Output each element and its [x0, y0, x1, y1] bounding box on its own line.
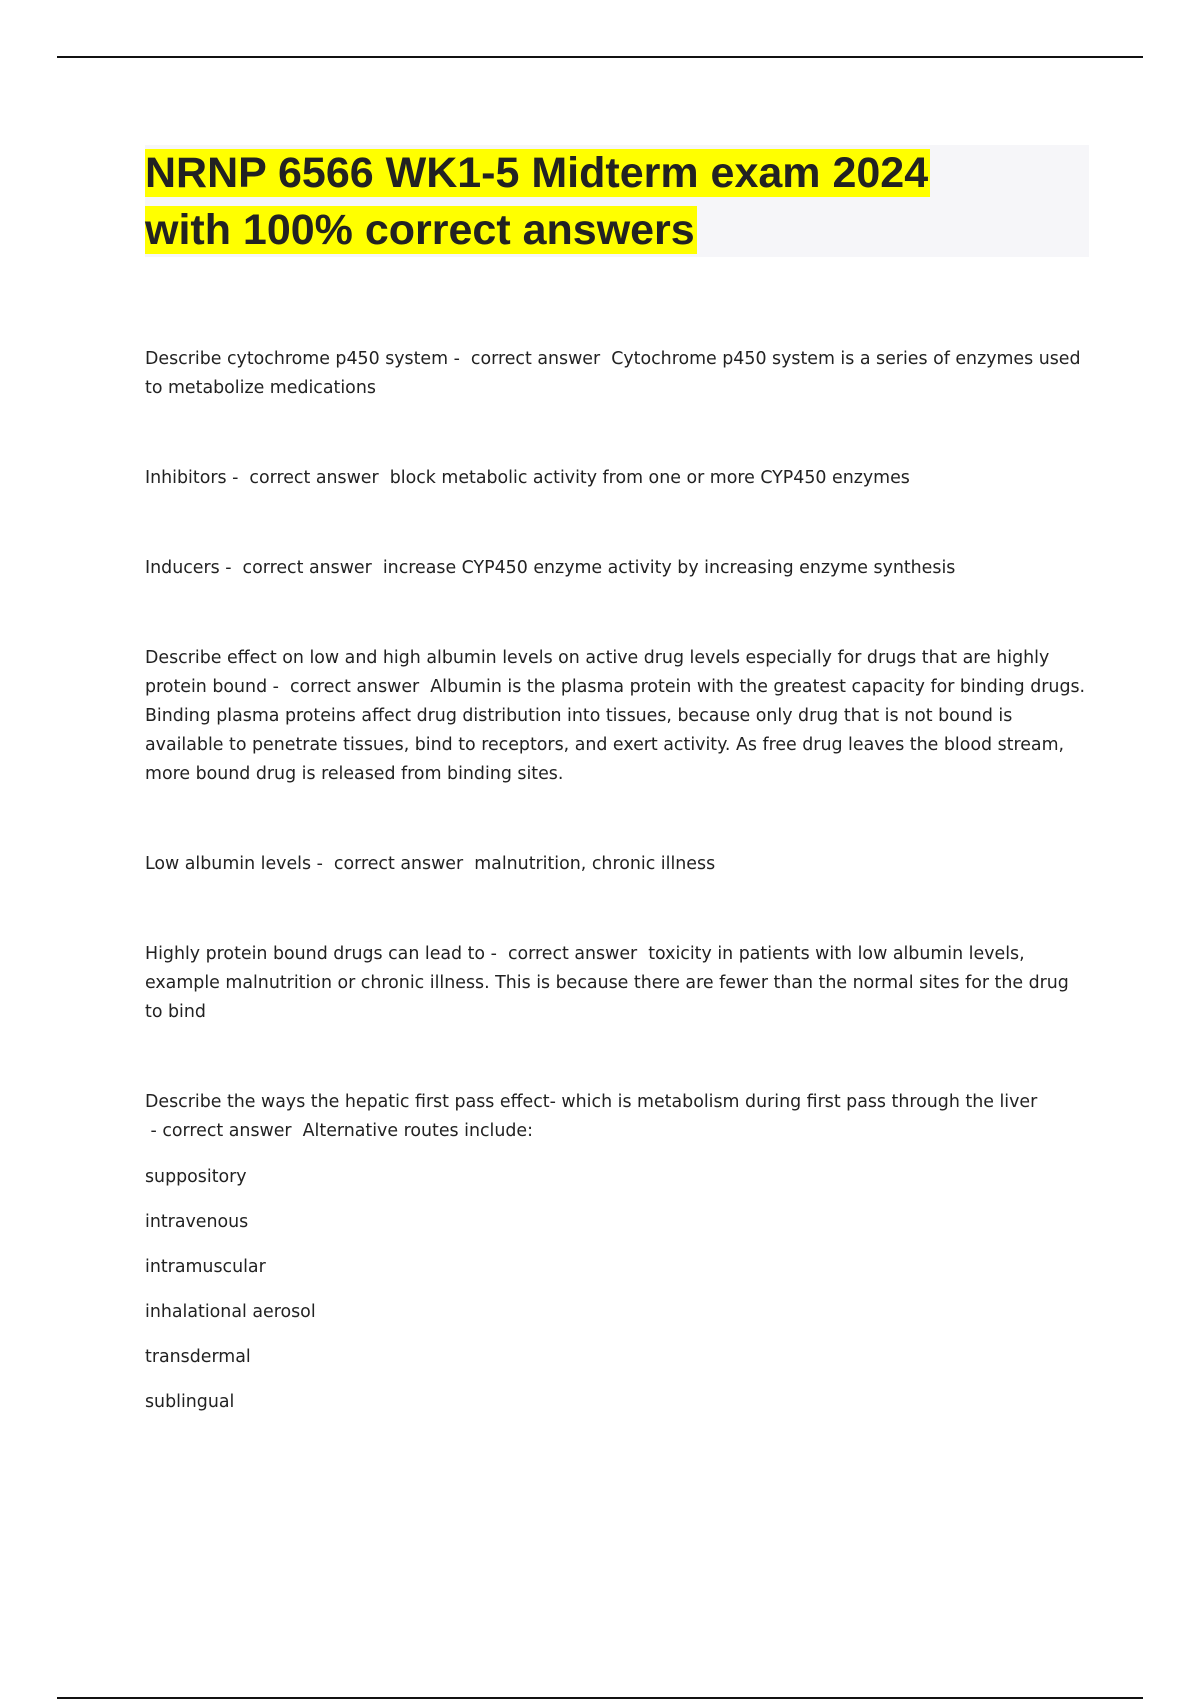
qa-item-5: Low albumin levels - correct answer malnutrition, chronic illness: [145, 854, 716, 874]
answer-text: Cytochrome p450 system is a series of enzymes used to metabolize medications: [145, 349, 1081, 398]
qa-item-2: Inhibitors - correct answer block metabolic activity from one or more CYP450 enzymes: [145, 468, 910, 488]
answer-label: correct answer: [162, 1121, 292, 1141]
question-text: Highly protein bound drugs can lead to: [145, 944, 486, 964]
answer-label: correct answer: [242, 558, 372, 578]
answer-label: correct answer: [333, 854, 464, 874]
title-line-1: NRNP 6566 WK1-5 Midterm exam 2024: [145, 149, 929, 197]
answer-label: correct answer: [249, 468, 379, 488]
title-line-2: with 100% correct answers: [145, 206, 695, 254]
qa-item-7: Describe the ways the hepatic first pass effect- which is metabolism during first pass through the liver - correct answer Alternative routes include:: [145, 1092, 1038, 1141]
route-item: intravenous: [145, 1212, 249, 1232]
qa-item-1: Describe cytochrome p450 system - correct answer Cytochrome p450 system is a series of enzymes used to metabolize medications: [145, 349, 1081, 398]
question-text: Inducers: [145, 558, 220, 578]
route-item: sublingual: [145, 1392, 235, 1412]
title-block: [145, 145, 1089, 257]
alternative-routes-list: [145, 1163, 1090, 1417]
question-text: Inhibitors: [145, 468, 227, 488]
question-text: Describe cytochrome p450 system: [145, 349, 449, 369]
answer-text: malnutrition, chronic illness: [474, 854, 716, 874]
qa-item-6: Highly protein bound drugs can lead to - correct answer toxicity in patients with low albumin levels, example malnutrition or chronic illness. This is because there are fewer than the normal sites for the drug to bind: [145, 944, 1069, 1022]
answer-label: correct answer: [289, 677, 420, 697]
route-item: inhalational aerosol: [145, 1302, 316, 1322]
route-item: intramuscular: [145, 1257, 266, 1277]
bottom-rule: [57, 1697, 1143, 1699]
answer-text: Albumin is the plasma protein with the greatest capacity for binding drugs. Binding plasma proteins affect drug distribution into tissues, because only drug that is not bound is available to penetrate tissues, bind to receptors, and exert activity. As free drug leaves the blood stream, more bound drug is released from binding sites.: [145, 677, 1086, 784]
top-rule: [57, 56, 1143, 58]
question-text: Low albumin levels: [145, 854, 312, 874]
answer-text: block metabolic activity from one or more CYP450 enzymes: [389, 468, 910, 488]
question-text: Describe effect on low and high albumin levels on active drug levels especially for drugs that are highly protein bound: [145, 648, 1050, 697]
qa-item-3: Inducers - correct answer increase CYP450 enzyme activity by increasing enzyme synthesis: [145, 558, 956, 578]
page-title: [145, 145, 1089, 259]
question-text: Describe the ways the hepatic first pass effect- which is metabolism during first pass through the liver: [145, 1092, 1038, 1112]
answer-text: increase CYP450 enzyme activity by increasing enzyme synthesis: [382, 558, 956, 578]
route-item: transdermal: [145, 1347, 251, 1367]
answer-label: correct answer: [507, 944, 638, 964]
qa-content: [145, 345, 1090, 1433]
route-item: suppository: [145, 1167, 247, 1187]
answer-text: toxicity in patients with low albumin levels, example malnutrition or chronic illness. This is because there are fewer than the normal sites for the drug to bind: [145, 944, 1069, 1022]
qa-item-4: Describe effect on low and high albumin levels on active drug levels especially for drugs that are highly protein bound - correct answer Albumin is the plasma protein with the greatest capacity for binding drugs. Binding plasma proteins affect drug distribution into tissues, because only drug that is not bound is available to penetrate tissues, bind to receptors, and exert activity. As free drug leaves the blood stream, more bound drug is released from binding sites.: [145, 648, 1086, 784]
answer-text: Alternative routes include:: [302, 1121, 533, 1141]
answer-label: correct answer: [470, 349, 601, 369]
